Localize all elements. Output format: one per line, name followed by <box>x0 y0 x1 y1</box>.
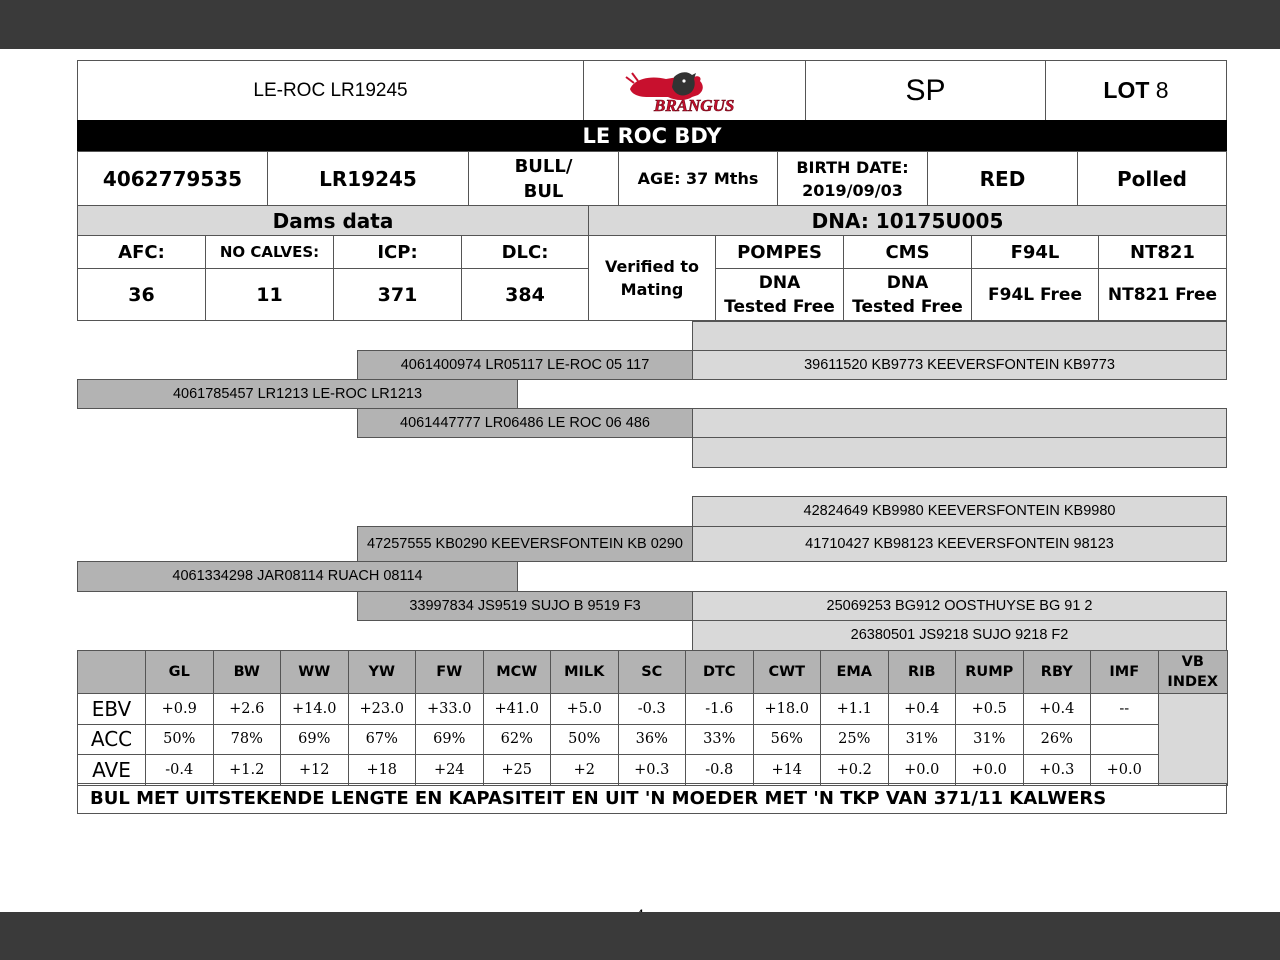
page-title-text: LE ROC BDY <box>582 124 722 148</box>
icp-value-text: 371 <box>377 283 418 306</box>
pedigree-dam-text: 4061334298 JAR08114 RUACH 08114 <box>172 568 423 584</box>
table-cell: +0.5 <box>956 694 1024 725</box>
sex-line1: BULL/ <box>514 155 573 177</box>
birth-date-cell <box>777 151 928 206</box>
table-cell: 33% <box>686 724 754 755</box>
table-cell: +23.0 <box>348 694 416 725</box>
pedigree-empty-2 <box>692 437 1227 468</box>
bottom-bar <box>0 912 1280 960</box>
horn-text: Polled <box>1117 166 1187 191</box>
dna-title-text: DNA: 10175U005 <box>811 208 1004 233</box>
cms-result-line2: Tested Free <box>852 296 963 317</box>
pedigree-dam-dam-dam <box>692 620 1227 651</box>
birth-date: 2019/09/03 <box>802 180 903 200</box>
cms-header <box>843 235 972 269</box>
table-cell: -0.8 <box>686 755 754 786</box>
pedigree-sire-sire-text: 4061400974 LR05117 LE-ROC 05 117 <box>400 356 650 373</box>
pedigree-sire-sire-dam-text: 39611520 KB9773 KEEVERSFONTEIN KB9773 <box>804 356 1115 373</box>
table-cell: +0.4 <box>888 694 956 725</box>
table-cell: +2.6 <box>213 694 281 725</box>
birth-label: BIRTH DATE: <box>796 157 909 177</box>
pedigree-sire <box>77 379 518 409</box>
table-cell: +25 <box>483 755 551 786</box>
pedigree-dam-sire-dam <box>692 526 1227 562</box>
table-cell: 31% <box>888 724 956 755</box>
verified-to-mating <box>588 235 716 321</box>
afc-value-text: 36 <box>128 283 155 306</box>
table-cell <box>1091 724 1159 755</box>
pompes-result-line2: Tested Free <box>724 296 835 317</box>
dlc-value-text: 384 <box>505 283 545 306</box>
icp-header-text: ICP: <box>377 241 418 263</box>
sex-cell <box>468 151 619 206</box>
vb-line2: INDEX <box>1167 674 1219 690</box>
no-calves-header-text: NO CALVES: <box>219 243 320 261</box>
nt821-result <box>1098 268 1227 321</box>
icp-header <box>333 235 462 269</box>
table-cell: -1.6 <box>686 694 754 725</box>
col-vb-index <box>1158 651 1228 694</box>
animal-name <box>77 60 584 121</box>
table-cell: +18.0 <box>753 694 821 725</box>
animal-name-text: LE-ROC LR19245 <box>253 79 408 101</box>
table-cell: +12 <box>281 755 349 786</box>
col-bw: BW <box>213 651 281 694</box>
logo-text: BRANGUS <box>653 95 734 115</box>
table-cell: +0.0 <box>1091 755 1159 786</box>
table-cell: +0.9 <box>146 694 214 725</box>
pompes-header-text: POMPES <box>737 241 822 263</box>
colour-cell <box>927 151 1078 206</box>
afc-header-text: AFC: <box>118 241 165 263</box>
pedigree-dam-sire-sire <box>692 496 1227 527</box>
table-cell: +5.0 <box>551 694 619 725</box>
row-label: ACC <box>78 724 146 755</box>
registration <box>267 151 469 206</box>
col-sc: SC <box>618 651 686 694</box>
pedigree-sire-sire-dam <box>692 350 1227 380</box>
verified-line2: Mating <box>620 280 684 299</box>
table-cell: 78% <box>213 724 281 755</box>
registration-text: LR19245 <box>319 166 417 191</box>
table-row <box>78 755 1228 786</box>
table-cell: +1.1 <box>821 694 889 725</box>
table-cell: 69% <box>281 724 349 755</box>
dlc-header-text: DLC: <box>501 241 549 263</box>
table-cell: +33.0 <box>416 694 484 725</box>
table-cell: +18 <box>348 755 416 786</box>
brangus-logo <box>583 60 806 121</box>
table-cell: +2 <box>551 755 619 786</box>
table-cell: 62% <box>483 724 551 755</box>
age-cell <box>618 151 778 206</box>
pedigree-sire-sire <box>357 350 693 380</box>
pompes-result-line1: DNA <box>758 272 801 293</box>
lot-number: 8 <box>1155 77 1169 103</box>
pedigree-dam-sire-text: 47257555 KB0290 KEEVERSFONTEIN KB 0290 <box>367 535 683 552</box>
table-cell: 36% <box>618 724 686 755</box>
table-cell: 50% <box>551 724 619 755</box>
verified-line1: Verified to <box>604 257 700 276</box>
page-title <box>77 120 1227 152</box>
pedigree-empty-1 <box>692 408 1227 438</box>
no-calves-value-text: 11 <box>256 283 283 306</box>
dams-data-title <box>77 205 589 236</box>
icp-value <box>333 268 462 321</box>
vb-line1: VB <box>1181 654 1204 670</box>
table-cell: +14 <box>753 755 821 786</box>
dlc-header <box>461 235 589 269</box>
table-cell: +0.0 <box>956 755 1024 786</box>
row-label: AVE <box>78 755 146 786</box>
col-ww: WW <box>281 651 349 694</box>
table-cell: -0.4 <box>146 755 214 786</box>
table-cell: +24 <box>416 755 484 786</box>
lot-cell <box>1045 60 1227 121</box>
afc-value <box>77 268 206 321</box>
row-label: EBV <box>78 694 146 725</box>
pedigree-sire-dam-text: 4061447777 LR06486 LE ROC 06 486 <box>400 414 650 431</box>
id-number <box>77 151 268 206</box>
f94l-result-text: F94L Free <box>988 284 1082 305</box>
dams-data-title-text: Dams data <box>272 208 394 233</box>
no-calves-header <box>205 235 334 269</box>
horn-cell <box>1077 151 1227 206</box>
table-cell: -- <box>1091 694 1159 725</box>
dna-title <box>588 205 1227 236</box>
pedigree-dam-dam-text: 33997834 JS9519 SUJO B 9519 F3 <box>409 597 641 614</box>
table-cell: 56% <box>753 724 821 755</box>
table-cell: +0.3 <box>618 755 686 786</box>
f94l-result <box>971 268 1099 321</box>
col-gl: GL <box>146 651 214 694</box>
table-cell: +14.0 <box>281 694 349 725</box>
table-cell: -0.3 <box>618 694 686 725</box>
col-ema: EMA <box>821 651 889 694</box>
cms-result-line1: DNA <box>886 272 929 293</box>
col-dtc: DTC <box>686 651 754 694</box>
pedigree-empty-top <box>692 321 1227 351</box>
page-number <box>630 900 650 912</box>
comment-line <box>77 783 1227 814</box>
ebv-table <box>77 650 1228 786</box>
lot-label: LOT <box>1103 77 1150 103</box>
col-rby: RBY <box>1023 651 1091 694</box>
table-row <box>78 724 1228 755</box>
table-cell: 67% <box>348 724 416 755</box>
table-cell: +0.3 <box>1023 755 1091 786</box>
pedigree-dam <box>77 561 518 592</box>
nt821-header <box>1098 235 1227 269</box>
pedigree-dam-dam <box>357 591 693 621</box>
col-imf: IMF <box>1091 651 1159 694</box>
age-text: AGE: 37 Mths <box>637 169 759 188</box>
sp-text: SP <box>905 73 946 107</box>
col-rib: RIB <box>888 651 956 694</box>
pedigree-dam-dam-sire-text: 25069253 BG912 OOSTHUYSE BG 91 2 <box>826 597 1093 614</box>
pedigree-dam-dam-dam-text: 26380501 JS9218 SUJO 9218 F2 <box>850 627 1069 643</box>
table-cell: 69% <box>416 724 484 755</box>
afc-header <box>77 235 206 269</box>
vb-index-value <box>1158 694 1228 786</box>
pedigree-dam-sire-dam-text: 41710427 KB98123 KEEVERSFONTEIN 98123 <box>805 535 1114 552</box>
pompes-result <box>715 268 844 321</box>
col-fw: FW <box>416 651 484 694</box>
col-mcw: MCW <box>483 651 551 694</box>
table-row <box>78 694 1228 725</box>
table-cell: +41.0 <box>483 694 551 725</box>
f94l-header-text: F94L <box>1010 241 1060 263</box>
dlc-value <box>461 268 589 321</box>
table-cell: 50% <box>146 724 214 755</box>
table-cell: 26% <box>1023 724 1091 755</box>
sp-cell <box>805 60 1046 121</box>
bull-logo-icon <box>620 67 770 115</box>
table-cell: +0.0 <box>888 755 956 786</box>
table-cell: +0.4 <box>1023 694 1091 725</box>
no-calves-value <box>205 268 334 321</box>
ebv-header-row <box>78 651 1228 694</box>
colour-text: RED <box>979 166 1026 191</box>
pedigree-sire-text: 4061785457 LR1213 LE-ROC LR1213 <box>172 385 423 402</box>
col-milk: MILK <box>551 651 619 694</box>
f94l-header <box>971 235 1099 269</box>
col-yw: YW <box>348 651 416 694</box>
table-cell: +0.2 <box>821 755 889 786</box>
nt821-header-text: NT821 <box>1130 241 1195 263</box>
col-cwt: CWT <box>753 651 821 694</box>
pedigree-sire-dam <box>357 408 693 438</box>
col-rump: RUMP <box>956 651 1024 694</box>
sex-line2: BUL <box>523 180 564 202</box>
cms-result <box>843 268 972 321</box>
table-cell: 31% <box>956 724 1024 755</box>
comment-text: BUL MET UITSTEKENDE LENGTE EN KAPASITEIT EN UIT 'N MOEDER MET 'N TKP VAN 371/11 KALWERS <box>90 788 1107 809</box>
top-bar <box>0 0 1280 49</box>
ebv-corner <box>78 651 146 694</box>
pedigree-dam-sire <box>357 526 693 562</box>
nt821-result-text: NT821 Free <box>1107 284 1218 305</box>
pedigree-dam-dam-sire <box>692 591 1227 621</box>
pompes-header <box>715 235 844 269</box>
cms-header-text: CMS <box>885 241 930 263</box>
pedigree-dam-sire-sire-text: 42824649 KB9980 KEEVERSFONTEIN KB9980 <box>803 503 1116 519</box>
id-number-text: 4062779535 <box>102 166 243 191</box>
table-cell: +1.2 <box>213 755 281 786</box>
table-cell: 25% <box>821 724 889 755</box>
